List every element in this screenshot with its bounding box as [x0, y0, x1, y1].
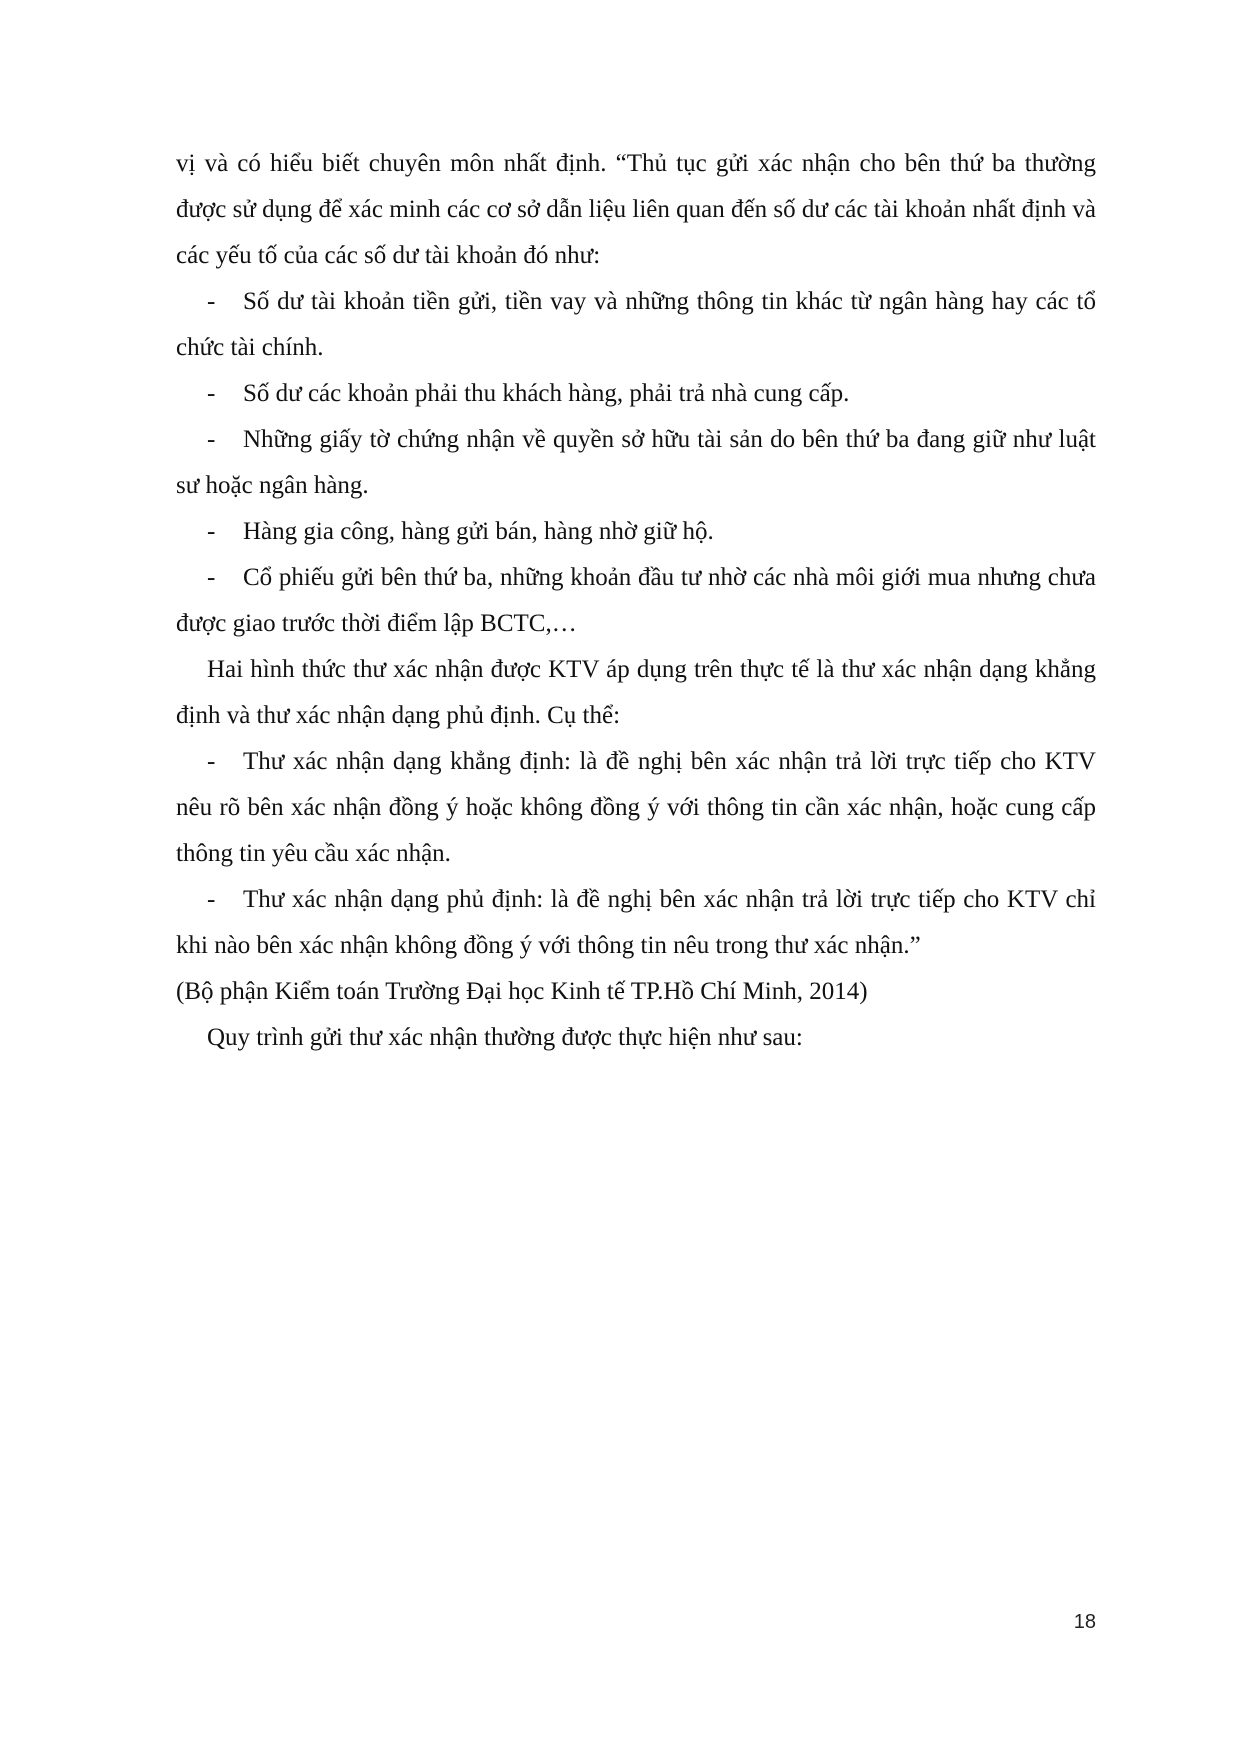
- bullet-item-ownership-documents: [176, 417, 1096, 509]
- bullet-dash: -: [207, 748, 216, 775]
- paragraph-confirmation-forms: Hai hình thức thư xác nhận được KTV áp dụng trên thực tế là thư xác nhận dạng khẳng định và thư xác nhận dạng phủ định. Cụ thể:: [176, 656, 1096, 729]
- bullet-item-shares-investments: [176, 555, 1096, 647]
- bullet-dash: -: [207, 426, 216, 453]
- bullet-text: Những giấy tờ chứng nhận về quyền sở hữu tài sản do bên thứ ba đang giữ như luật sư hoặc ngân hàng.: [176, 426, 1096, 499]
- bullet-text: Số dư tài khoản tiền gửi, tiền vay và những thông tin khác từ ngân hàng hay các tổ chức tài chính.: [176, 288, 1096, 361]
- bullet-dash: -: [207, 518, 216, 545]
- bullet-item-deposit-balances: [176, 279, 1096, 371]
- bullet-text: Số dư các khoản phải thu khách hàng, phải trả nhà cung cấp.: [243, 380, 850, 407]
- bullet-dash: -: [207, 380, 216, 407]
- page-number: 18: [1073, 1611, 1096, 1633]
- bullet-dash: -: [207, 886, 216, 913]
- bullet-text: Thư xác nhận dạng khẳng định: là đề nghị bên xác nhận trả lời trực tiếp cho KTV nêu rõ bên xác nhận đồng ý hoặc không đồng ý với thông tin cần xác nhận, hoặc cung cấp thông tin yêu cầu xác nhận.: [176, 748, 1096, 867]
- bullet-item-consigned-goods: [176, 509, 1096, 555]
- bullet-dash: -: [207, 564, 216, 591]
- document-body: [176, 141, 1096, 1061]
- bullet-item-positive-confirmation: [176, 739, 1096, 877]
- bullet-dash: -: [207, 288, 216, 315]
- bullet-text: Thư xác nhận dạng phủ định: là đề nghị bên xác nhận trả lời trực tiếp cho KTV chỉ khi nào bên xác nhận không đồng ý với thông tin nêu trong thư xác nhận.”: [176, 886, 1096, 959]
- bullet-item-negative-confirmation: [176, 877, 1096, 969]
- bullet-text: Cổ phiếu gửi bên thứ ba, những khoản đầu tư nhờ các nhà môi giới mua nhưng chưa được giao trước thời điểm lập BCTC,…: [176, 564, 1096, 637]
- bullet-item-receivables-payables: [176, 371, 1096, 417]
- paragraph-procedure-intro: Quy trình gửi thư xác nhận thường được thực hiện như sau:: [207, 1024, 803, 1051]
- bullet-text: Hàng gia công, hàng gửi bán, hàng nhờ giữ hộ.: [243, 518, 714, 545]
- citation: (Bộ phận Kiểm toán Trường Đại học Kinh tế TP.Hồ Chí Minh, 2014): [176, 978, 868, 1005]
- paragraph-continuation: vị và có hiểu biết chuyên môn nhất định. “Thủ tục gửi xác nhận cho bên thứ ba thường được sử dụng để xác minh các cơ sở dẫn liệu liên quan đến số dư các tài khoản nhất định và các yếu tố của các số dư tài khoản đó như:: [176, 150, 1096, 269]
